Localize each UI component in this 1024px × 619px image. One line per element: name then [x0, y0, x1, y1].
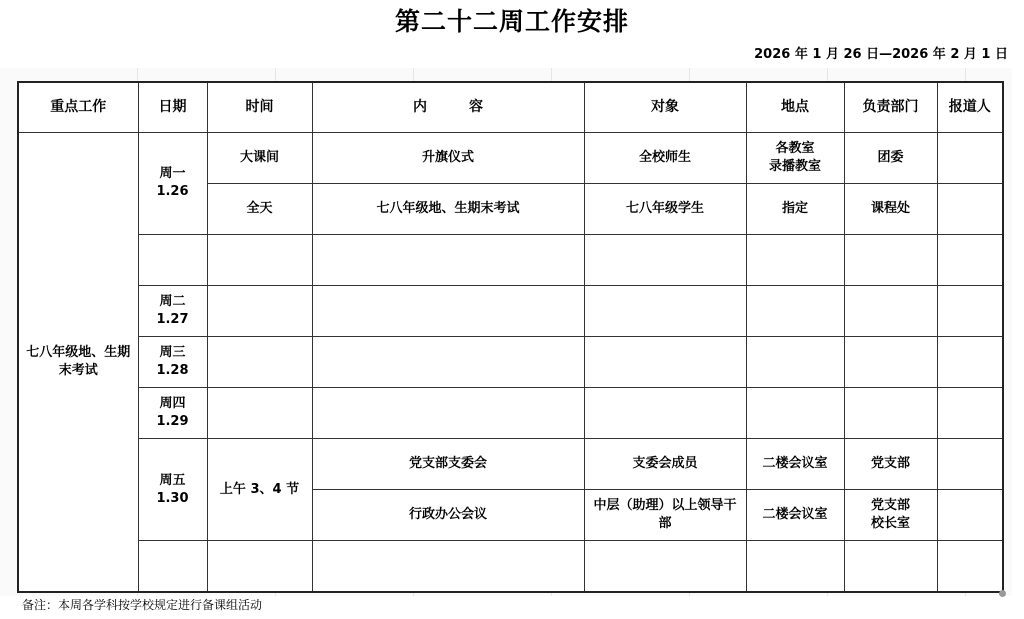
- empty-cell: [312, 234, 584, 285]
- empty-cell: [312, 388, 584, 439]
- header-time: 时间: [207, 82, 312, 132]
- header-target: 对象: [584, 82, 746, 132]
- footnote: 备注：本周各学科按学校规定进行备课组活动: [22, 598, 263, 612]
- empty-cell: [844, 285, 937, 336]
- cell-dept: 党支部: [844, 439, 937, 490]
- empty-cell: [138, 234, 207, 285]
- empty-cell: [746, 541, 844, 592]
- cell-reporter: [937, 183, 1003, 234]
- day-fri: 周五 1.30: [138, 439, 207, 541]
- cell-place: 二楼会议室: [746, 439, 844, 490]
- cell-reporter: [937, 132, 1003, 183]
- empty-cell: [844, 234, 937, 285]
- cell-place: 各教室 录播教室: [746, 132, 844, 183]
- cell-target: 全校师生: [584, 132, 746, 183]
- empty-cell: [584, 541, 746, 592]
- header-date: 日期: [138, 82, 207, 132]
- day-wed: 周三 1.28: [138, 336, 207, 387]
- empty-cell: [937, 388, 1003, 439]
- table-row: [18, 336, 1003, 387]
- day-mon: 周一 1.26: [138, 132, 207, 234]
- table-row: [18, 285, 1003, 336]
- focus-work-cell: 七八年级地、生期末考试: [18, 132, 138, 592]
- cell-time: 上午 3、4 节: [207, 439, 312, 541]
- empty-cell: [138, 541, 207, 592]
- cell-target: 七八年级学生: [584, 183, 746, 234]
- cell-content: 七八年级地、生期末考试: [312, 183, 584, 234]
- empty-cell: [937, 285, 1003, 336]
- empty-cell: [312, 285, 584, 336]
- cell-dept: 党支部 校长室: [844, 490, 937, 541]
- empty-cell: [584, 388, 746, 439]
- empty-cell: [746, 234, 844, 285]
- table-row: [18, 234, 1003, 285]
- cell-time: 大课间: [207, 132, 312, 183]
- date-range: 2026 年 1 月 26 日—2026 年 2 月 1 日: [754, 47, 1008, 62]
- header-row: [18, 82, 1003, 132]
- empty-cell: [584, 285, 746, 336]
- empty-cell: [844, 388, 937, 439]
- schedule-table: [17, 81, 1004, 593]
- empty-cell: [844, 541, 937, 592]
- table-row: [18, 132, 1003, 183]
- empty-cell: [746, 285, 844, 336]
- table-row: [18, 388, 1003, 439]
- cell-dept: 团委: [844, 132, 937, 183]
- empty-cell: [312, 336, 584, 387]
- empty-cell: [584, 234, 746, 285]
- header-focus: 重点工作: [18, 82, 138, 132]
- table-row: [18, 541, 1003, 592]
- empty-cell: [937, 336, 1003, 387]
- cell-content: 升旗仪式: [312, 132, 584, 183]
- cell-place: 指定: [746, 183, 844, 234]
- empty-cell: [207, 336, 312, 387]
- cell-reporter: [937, 439, 1003, 490]
- header-content: 内 容: [312, 82, 584, 132]
- cell-time: 全天: [207, 183, 312, 234]
- header-place: 地点: [746, 82, 844, 132]
- cell-dept: 课程处: [844, 183, 937, 234]
- table-row: [18, 439, 1003, 490]
- empty-cell: [937, 234, 1003, 285]
- page-title: 第二十二周工作安排: [394, 7, 629, 36]
- empty-cell: [584, 336, 746, 387]
- empty-cell: [844, 336, 937, 387]
- empty-cell: [312, 541, 584, 592]
- day-thu: 周四 1.29: [138, 388, 207, 439]
- empty-cell: [207, 541, 312, 592]
- resize-handle[interactable]: [999, 590, 1006, 597]
- empty-cell: [207, 388, 312, 439]
- cell-content: 行政办公会议: [312, 490, 584, 541]
- cell-content: 党支部支委会: [312, 439, 584, 490]
- empty-cell: [937, 541, 1003, 592]
- cell-target: 中层（助理）以上领导干部: [584, 490, 746, 541]
- empty-cell: [746, 336, 844, 387]
- cell-reporter: [937, 490, 1003, 541]
- empty-cell: [207, 285, 312, 336]
- cell-target: 支委会成员: [584, 439, 746, 490]
- cell-place: 二楼会议室: [746, 490, 844, 541]
- day-tue: 周二 1.27: [138, 285, 207, 336]
- empty-cell: [207, 234, 312, 285]
- empty-cell: [746, 388, 844, 439]
- header-reporter: 报道人: [937, 82, 1003, 132]
- header-dept: 负责部门: [844, 82, 937, 132]
